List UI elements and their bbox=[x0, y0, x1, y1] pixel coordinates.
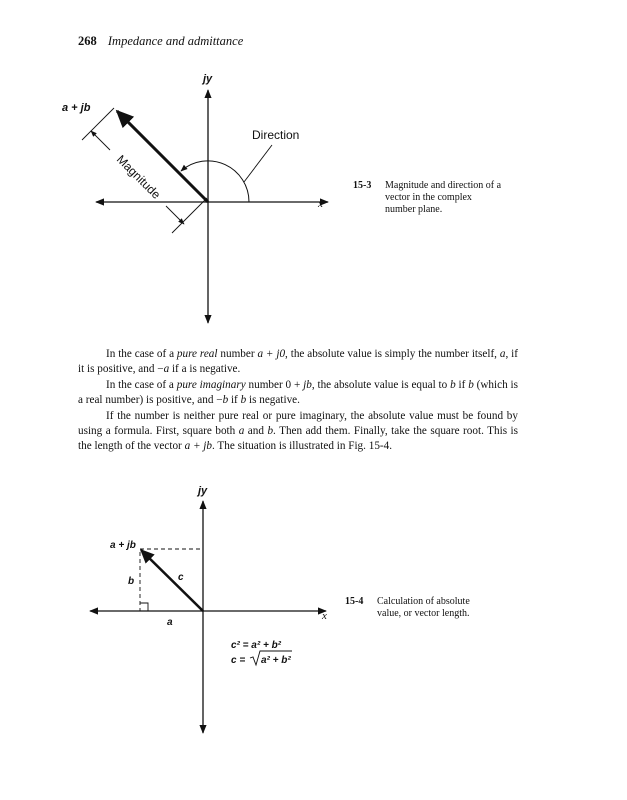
vector-c-arrow bbox=[141, 550, 203, 611]
x-axis-label: x bbox=[322, 610, 327, 622]
direction-arc bbox=[181, 161, 249, 202]
vector-label: a + jb bbox=[62, 102, 91, 114]
paragraph-pure-real: In the case of a pure real number a + j0, the absolute value is simply the number itself, a, if it is positive, and −a if a is negative. bbox=[78, 348, 518, 376]
page-number: 268 bbox=[78, 34, 97, 48]
magnitude-dimension-top bbox=[91, 131, 110, 150]
vector-arrow bbox=[117, 111, 208, 202]
magnitude-dimension-bottom bbox=[166, 206, 184, 224]
running-title: Impedance and admittance bbox=[107, 34, 244, 48]
caption-text: Magnitude and direction of a vector in the complex number plane. bbox=[385, 180, 502, 215]
b-label: b bbox=[128, 576, 135, 587]
jy-axis-label: jy bbox=[198, 485, 208, 497]
magnitude-label: Magnitude bbox=[113, 152, 164, 202]
figure-15-4 bbox=[0, 470, 627, 800]
paragraph-pure-imaginary: In the case of a pure imaginary number 0 + jb, the absolute value is equal to b if b (which is a real number) is positive, and −b if b is negative. bbox=[78, 378, 518, 407]
magnitude-extension-bottom bbox=[172, 198, 207, 233]
a-label: a bbox=[167, 617, 173, 628]
caption-number: 15-4 bbox=[345, 596, 364, 607]
x-axis-label: x bbox=[318, 198, 323, 210]
right-angle-marker bbox=[140, 603, 148, 611]
caption-15-4 bbox=[345, 596, 505, 626]
caption-15-3 bbox=[353, 180, 513, 220]
paragraph-general-case: If the number is neither pure real or pure imaginary, the absolute value must be found by using a formula. First, square both a and b. Then add them. Finally, take the square root. This is the length of the vector a + jb. The situation is illustrated in Fig. 15-4. bbox=[78, 409, 518, 453]
vector-label: a + jb bbox=[110, 540, 136, 551]
equation-length-lhs: c = bbox=[231, 655, 246, 666]
c-label: c bbox=[178, 572, 184, 583]
equation-length-radicand: a² + b² bbox=[261, 655, 291, 666]
body-text bbox=[78, 347, 518, 455]
figure-15-3 bbox=[0, 0, 627, 340]
jy-axis-label: jy bbox=[203, 73, 213, 85]
equation-pythagoras: c² = a² + b² bbox=[231, 640, 282, 651]
direction-label: Direction bbox=[252, 128, 300, 142]
caption-text: Calculation of absolute value, or vector length. bbox=[377, 596, 470, 619]
caption-number: 15-3 bbox=[353, 180, 372, 191]
direction-leader bbox=[244, 145, 272, 182]
